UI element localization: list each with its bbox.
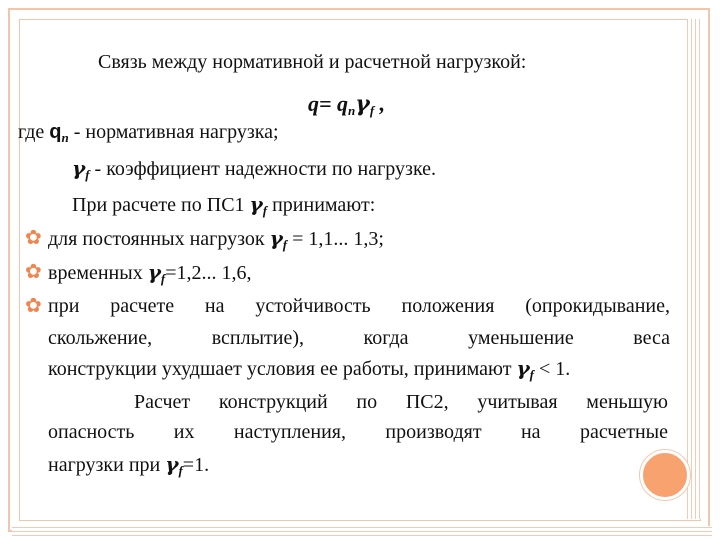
qn-definition <box>18 118 279 152</box>
qn-symbol: q <box>49 121 62 143</box>
bullet-2-text: временных <box>48 262 148 284</box>
formula-eq: = <box>319 91 338 116</box>
ps2-line-1: Расчет конструкций по ПС2, учитывая меньшую <box>134 391 668 413</box>
bullet-2-tail: =1,2... 1,6, <box>165 262 252 284</box>
ps1-gamma: γ <box>249 192 263 216</box>
bullet-1-tail: = 1,1... 1,3; <box>287 228 384 250</box>
ps1-tail: принимают: <box>267 194 376 216</box>
formula-tail: , <box>374 91 386 116</box>
formula-q: q <box>308 91 319 116</box>
bullet-2-gamma: γ <box>147 260 161 284</box>
formula-gamma-sub: f <box>369 103 375 118</box>
ps2-gamma: γ <box>165 452 179 476</box>
bullet-3-line-2: скольжение, всплытие), когда уменьшение веса <box>48 327 670 349</box>
gear-bullet-icon: ✿ <box>25 225 42 249</box>
ps2-text: нагрузки при <box>48 454 166 476</box>
gf-gamma: γ <box>72 156 86 180</box>
ps2-tail: =1. <box>182 454 210 476</box>
formula-gamma: γ <box>355 91 370 117</box>
decorative-stripe-right <box>687 19 701 519</box>
decorative-stripe-bottom <box>12 526 712 536</box>
formula-qn-sub: n <box>348 103 356 118</box>
slide-title: Связь между нормативной и расчетной нагрузкой: <box>98 51 527 73</box>
gf-text: - коэффициент надежности по нагрузке. <box>89 158 437 180</box>
bullet-3-tail: < 1. <box>533 358 571 380</box>
bullet-3-gamma: γ <box>516 356 530 380</box>
qn-symbol-sub: n <box>61 130 69 145</box>
ps2-line-3 <box>48 450 209 485</box>
qn-prefix: где <box>18 121 50 143</box>
formula <box>308 90 385 125</box>
bullet-1-gamma: γ <box>269 226 283 250</box>
ps1-line <box>72 190 375 225</box>
gf-sub: f <box>85 167 90 182</box>
bullet-3-text: конструкции ухудшает условия ее работы, принимают <box>48 358 517 380</box>
bullet-2 <box>48 258 252 293</box>
bullet-3-sub: f <box>529 367 534 382</box>
ps2-sub: f <box>178 463 183 478</box>
gf-definition <box>72 154 436 189</box>
decorative-circle <box>640 450 690 500</box>
ps1-sub: f <box>262 203 268 218</box>
bullet-3-line-1: при расчете на устойчивость положения (опрокидывание, <box>48 295 670 317</box>
bullet-3-line-3 <box>48 354 570 389</box>
gear-bullet-icon: ✿ <box>25 259 42 283</box>
qn-text: - нормативная нагрузка; <box>68 121 279 143</box>
ps2-line-2: опасность их наступления, производят на расчетные <box>48 421 668 443</box>
bullet-1 <box>48 224 384 259</box>
bullet-2-sub: f <box>160 271 166 286</box>
ps1-text: При расчете по ПС1 <box>72 194 250 216</box>
gear-bullet-icon: ✿ <box>25 293 42 317</box>
formula-qn: q <box>337 91 349 116</box>
bullet-1-text: для постоянных нагрузок <box>48 228 270 250</box>
bullet-1-sub: f <box>282 237 288 252</box>
